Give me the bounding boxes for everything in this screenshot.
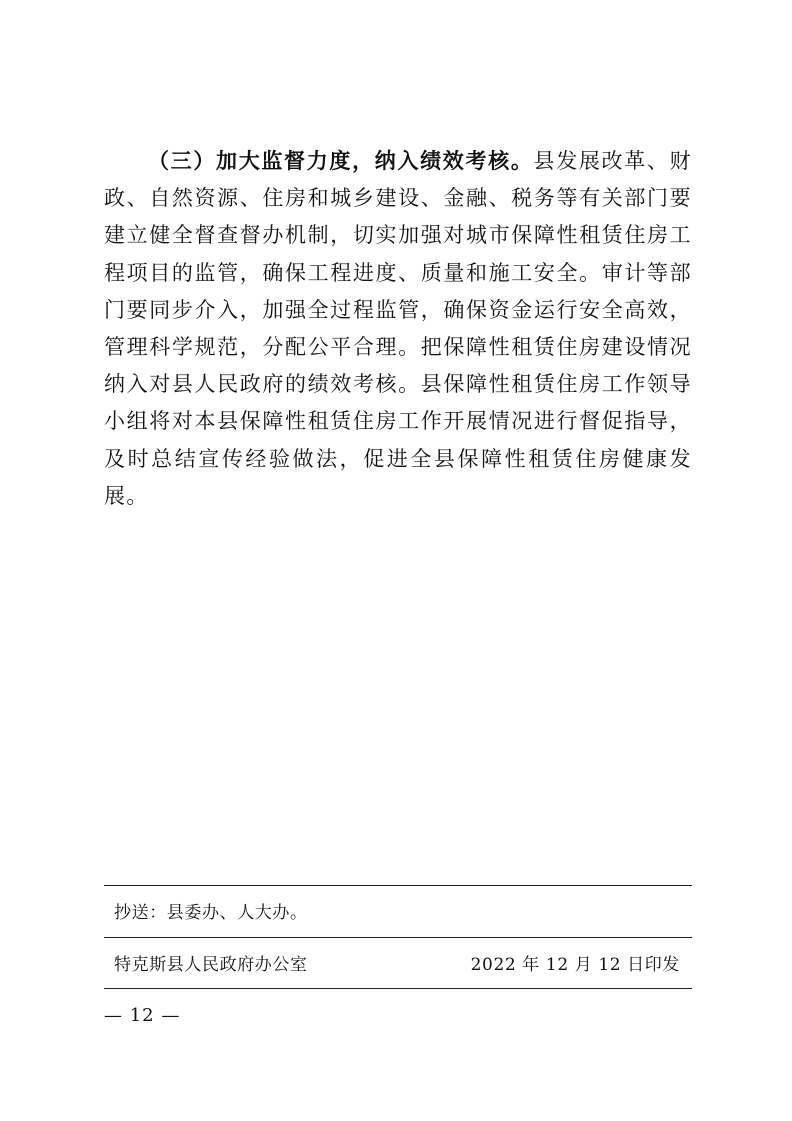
footer-middle-rule xyxy=(104,937,692,938)
issue-date: 2022 年 12 月 12 日印发 xyxy=(470,955,680,975)
section-heading: （三）加大监督力度，纳入绩效考核。 xyxy=(148,148,534,173)
page-number: — 12 — xyxy=(104,1005,181,1026)
section-paragraph xyxy=(104,142,692,515)
section-body: 县发展改革、财政、自然资源、住房和城乡建设、金融、税务等有关部门要建立健全督查督办机制，切实加强对城市保障性租赁住房工程项目的监管，确保工程进度、质量和施工安全。审计等部门要同步介入，加强全过程监管，确保资金运行安全高效，管理科学规范，分配公平合理。把保障性租赁住房建设情况纳入对县人民政府的绩效考核。县保障性租赁住房工作领导小组将对本县保障性租赁住房工作开展情况进行督促指导，及时总结宣传经验做法，促进全县保障性租赁住房健康发展。 xyxy=(104,149,692,508)
footer-top-rule xyxy=(104,885,692,886)
cc-line: 抄送：县委办、人大办。 xyxy=(114,903,308,923)
issuing-office: 特克斯县人民政府办公室 xyxy=(114,955,308,975)
footer-bottom-rule xyxy=(104,988,692,989)
